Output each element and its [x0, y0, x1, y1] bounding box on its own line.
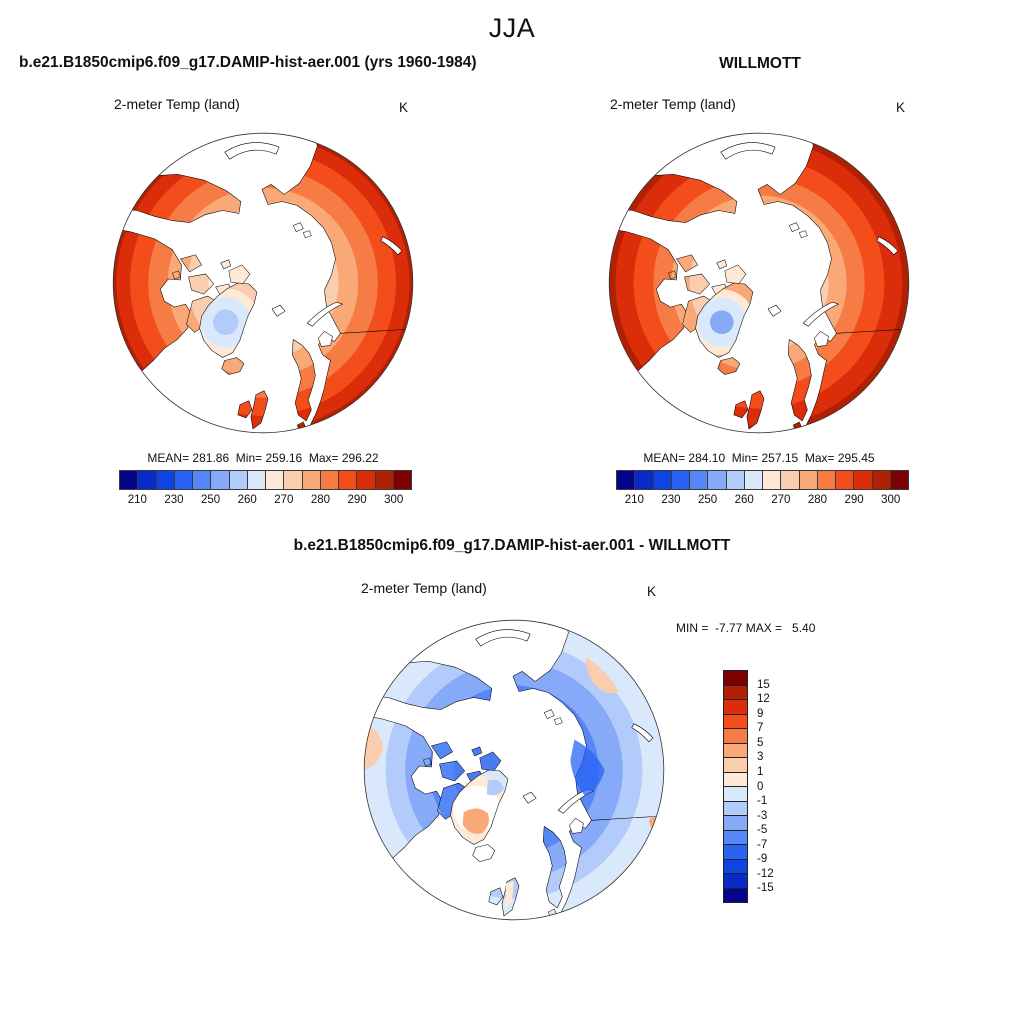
colorbar-cell — [724, 714, 747, 729]
colorbar-cell — [744, 471, 762, 489]
colorbar-tick-label: 280 — [807, 494, 828, 506]
obs-colorbar-ticks — [616, 494, 909, 509]
diff-map — [363, 619, 665, 921]
colorbar-tick-label: -7 — [757, 838, 768, 851]
colorbar-cell — [724, 743, 747, 758]
colorbar-cell — [356, 471, 374, 489]
colorbar-cell — [724, 671, 747, 685]
colorbar-cell — [724, 786, 747, 801]
colorbar-tick-label: 260 — [237, 494, 257, 506]
diff-colorbar — [723, 670, 748, 903]
colorbar-cell — [375, 471, 393, 489]
colorbar-tick-label: 270 — [274, 494, 294, 506]
colorbar-tick-label: 210 — [127, 494, 147, 506]
colorbar-tick-label: 7 — [757, 722, 764, 735]
colorbar-cell — [338, 471, 356, 489]
colorbar-cell — [634, 471, 652, 489]
diff-units-label: K — [647, 584, 657, 599]
colorbar-cell — [724, 859, 747, 874]
colorbar-cell — [724, 699, 747, 714]
colorbar-cell — [799, 471, 817, 489]
obs-stats-line: MEAN= 284.10 Min= 257.15 Max= 295.45 — [643, 451, 875, 465]
colorbar-cell — [689, 471, 707, 489]
colorbar-tick-label: 230 — [661, 494, 681, 506]
colorbar-cell — [724, 844, 747, 859]
colorbar-tick-label: 290 — [844, 494, 864, 506]
colorbar-tick-label: -3 — [757, 809, 768, 822]
colorbar-tick-label: 270 — [771, 494, 791, 506]
colorbar-cell — [724, 728, 747, 743]
colorbar-tick-label: 5 — [757, 736, 764, 749]
colorbar-cell — [762, 471, 780, 489]
colorbar-cell — [137, 471, 155, 489]
colorbar-cell — [653, 471, 671, 489]
colorbar-cell — [247, 471, 265, 489]
colorbar-tick-label: -1 — [757, 795, 768, 808]
colorbar-tick-label: 1 — [757, 765, 764, 778]
colorbar-cell — [671, 471, 689, 489]
colorbar-cell — [210, 471, 228, 489]
colorbar-cell — [156, 471, 174, 489]
colorbar-tick-label: 250 — [697, 494, 718, 506]
colorbar-cell — [617, 471, 634, 489]
obs-units-label: K — [896, 100, 906, 115]
obs-map — [608, 132, 910, 434]
figure-title: JJA — [488, 13, 536, 43]
colorbar-cell — [853, 471, 871, 489]
colorbar-tick-label: 260 — [734, 494, 754, 506]
colorbar-cell — [890, 471, 908, 489]
colorbar-cell — [120, 471, 137, 489]
obs-variable-label: 2-meter Temp (land) — [610, 96, 736, 112]
colorbar-cell — [302, 471, 320, 489]
model-panel-header: b.e21.B1850cmip6.f09_g17.DAMIP-hist-aer.001 (yrs 1960-1984) — [19, 54, 477, 71]
diff-colorbar-labels — [757, 670, 803, 903]
colorbar-tick-label: 3 — [757, 751, 764, 764]
colorbar-tick-label: 300 — [384, 494, 404, 506]
colorbar-cell — [724, 757, 747, 772]
colorbar-cell — [320, 471, 338, 489]
colorbar-tick-label: -9 — [757, 853, 768, 866]
colorbar-tick-label: 15 — [757, 678, 770, 691]
colorbar-cell — [393, 471, 411, 489]
diff-colorbar-group — [723, 670, 813, 903]
colorbar-cell — [724, 772, 747, 787]
colorbar-tick-label: 250 — [200, 494, 221, 506]
colorbar-cell — [724, 815, 747, 830]
diff-panel-header: b.e21.B1850cmip6.f09_g17.DAMIP-hist-aer.001 - WILLMOTT — [293, 537, 731, 554]
colorbar-cell — [265, 471, 283, 489]
model-units-label: K — [399, 100, 409, 115]
colorbar-tick-label: 9 — [757, 707, 764, 720]
colorbar-cell — [724, 830, 747, 845]
colorbar-tick-label: 230 — [164, 494, 184, 506]
colorbar-cell — [174, 471, 192, 489]
colorbar-tick-label: 290 — [347, 494, 367, 506]
colorbar-cell — [283, 471, 301, 489]
model-variable-label: 2-meter Temp (land) — [114, 96, 240, 112]
model-colorbar — [119, 470, 412, 490]
colorbar-cell — [724, 873, 747, 888]
colorbar-tick-label: 0 — [757, 780, 764, 793]
colorbar-cell — [872, 471, 890, 489]
obs-panel-header: WILLMOTT — [719, 55, 801, 72]
model-stats-line: MEAN= 281.86 Min= 259.16 Max= 296.22 — [147, 451, 379, 465]
colorbar-tick-label: -15 — [757, 882, 774, 895]
colorbar-cell — [724, 801, 747, 816]
colorbar-cell — [724, 888, 747, 903]
colorbar-cell — [192, 471, 210, 489]
colorbar-tick-label: 300 — [881, 494, 901, 506]
colorbar-cell — [707, 471, 725, 489]
colorbar-tick-label: -12 — [757, 867, 774, 880]
obs-colorbar — [616, 470, 909, 490]
diff-variable-label: 2-meter Temp (land) — [361, 580, 487, 596]
colorbar-cell — [726, 471, 744, 489]
colorbar-cell — [780, 471, 798, 489]
model-colorbar-ticks — [119, 494, 412, 509]
colorbar-tick-label: 210 — [624, 494, 644, 506]
colorbar-tick-label: 12 — [757, 693, 770, 706]
model-map — [112, 132, 414, 434]
colorbar-cell — [835, 471, 853, 489]
colorbar-cell — [229, 471, 247, 489]
colorbar-cell — [817, 471, 835, 489]
colorbar-tick-label: -5 — [757, 824, 768, 837]
colorbar-tick-label: 280 — [310, 494, 331, 506]
diff-minmax-line: MIN = -7.77 MAX = 5.40 — [676, 621, 816, 635]
colorbar-cell — [724, 685, 747, 700]
